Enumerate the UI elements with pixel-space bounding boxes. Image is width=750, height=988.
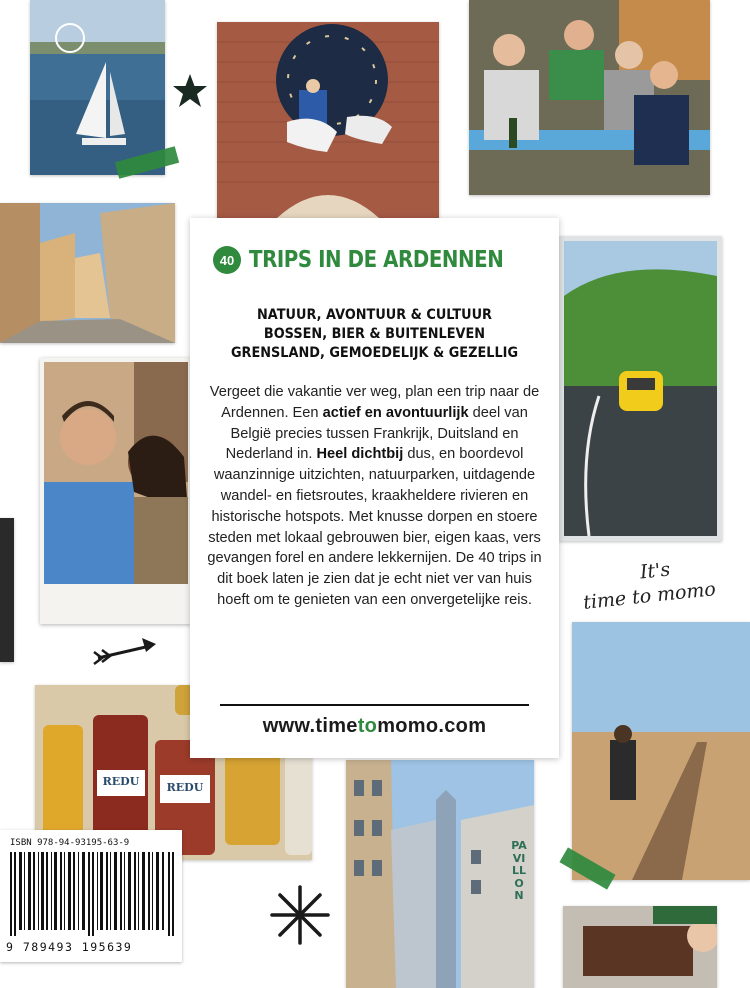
divider	[220, 704, 529, 706]
isbn-label: ISBN 978-94-93195-63-9	[10, 838, 130, 848]
photo-yellow-car	[559, 236, 722, 541]
photo-terrace	[469, 0, 710, 195]
body-bold: Heel dichtbij	[316, 446, 404, 463]
photo-buildings	[346, 760, 534, 988]
title-row	[213, 246, 545, 274]
barcode-bars	[10, 852, 174, 936]
script-time-to-momo: time to momo	[582, 578, 717, 614]
arrow-icon	[90, 634, 160, 675]
photo-clock-tower	[217, 22, 439, 218]
photo-chocolate	[563, 906, 717, 988]
body-part: dus, en boordevol waanzinnige uitzichten, natuurparken, uitdagende wandel- en fietsroutes, kraakheldere rivieren en historische hotspots. Met knusse dorpen en stoere steden met lokaal gebrouwen bier, eigen kaas, vers gevangen forel en andere lekkernijen. De 40 trips in dit boek laten je zien dat je echt niet ver van huis hoeft om te genieten van een onvergetelijke reis.	[207, 446, 542, 608]
website-link[interactable]	[190, 715, 559, 738]
page-title: TRIPS IN DE ARDENNEN	[249, 247, 504, 273]
url-suffix: momo.com	[377, 715, 487, 737]
count-badge: 40	[213, 246, 241, 274]
body-part: deel van België precies tussen Frankrijk, Duitsland en Nederland in.	[225, 404, 528, 463]
photo-sailboat	[30, 0, 165, 175]
photo-street	[0, 203, 175, 343]
pavillon-sign: PAVILLON	[511, 839, 527, 902]
body-bold: actief en avontuurlijk	[322, 404, 469, 421]
star-icon	[171, 72, 209, 115]
body-text	[204, 382, 545, 611]
photo-couple	[40, 358, 192, 624]
script-its: It's	[638, 558, 672, 584]
taglines	[190, 306, 559, 363]
tagline: GRENSLAND, GEMOEDELIJK & GEZELLIG	[230, 345, 519, 361]
jar-label: REDU	[166, 781, 204, 794]
jar-label: REDU	[102, 775, 140, 788]
barcode-box	[0, 830, 182, 962]
tagline: NATUUR, AVONTUUR & CULTUUR	[256, 307, 492, 323]
photo-edge-item	[0, 518, 14, 662]
isbn-number: 9 789493 195639	[6, 940, 133, 954]
asterisk-icon	[268, 883, 332, 952]
photo-boardwalk	[572, 622, 750, 880]
info-card	[190, 218, 559, 758]
body-part: Vergeet die vakantie ver weg, plan een trip naar de Ardennen. Een	[209, 384, 540, 421]
url-green: to	[357, 715, 378, 737]
url-prefix: www.time	[262, 715, 358, 737]
tagline: BOSSEN, BIER & BUITENLEVEN	[263, 326, 486, 342]
